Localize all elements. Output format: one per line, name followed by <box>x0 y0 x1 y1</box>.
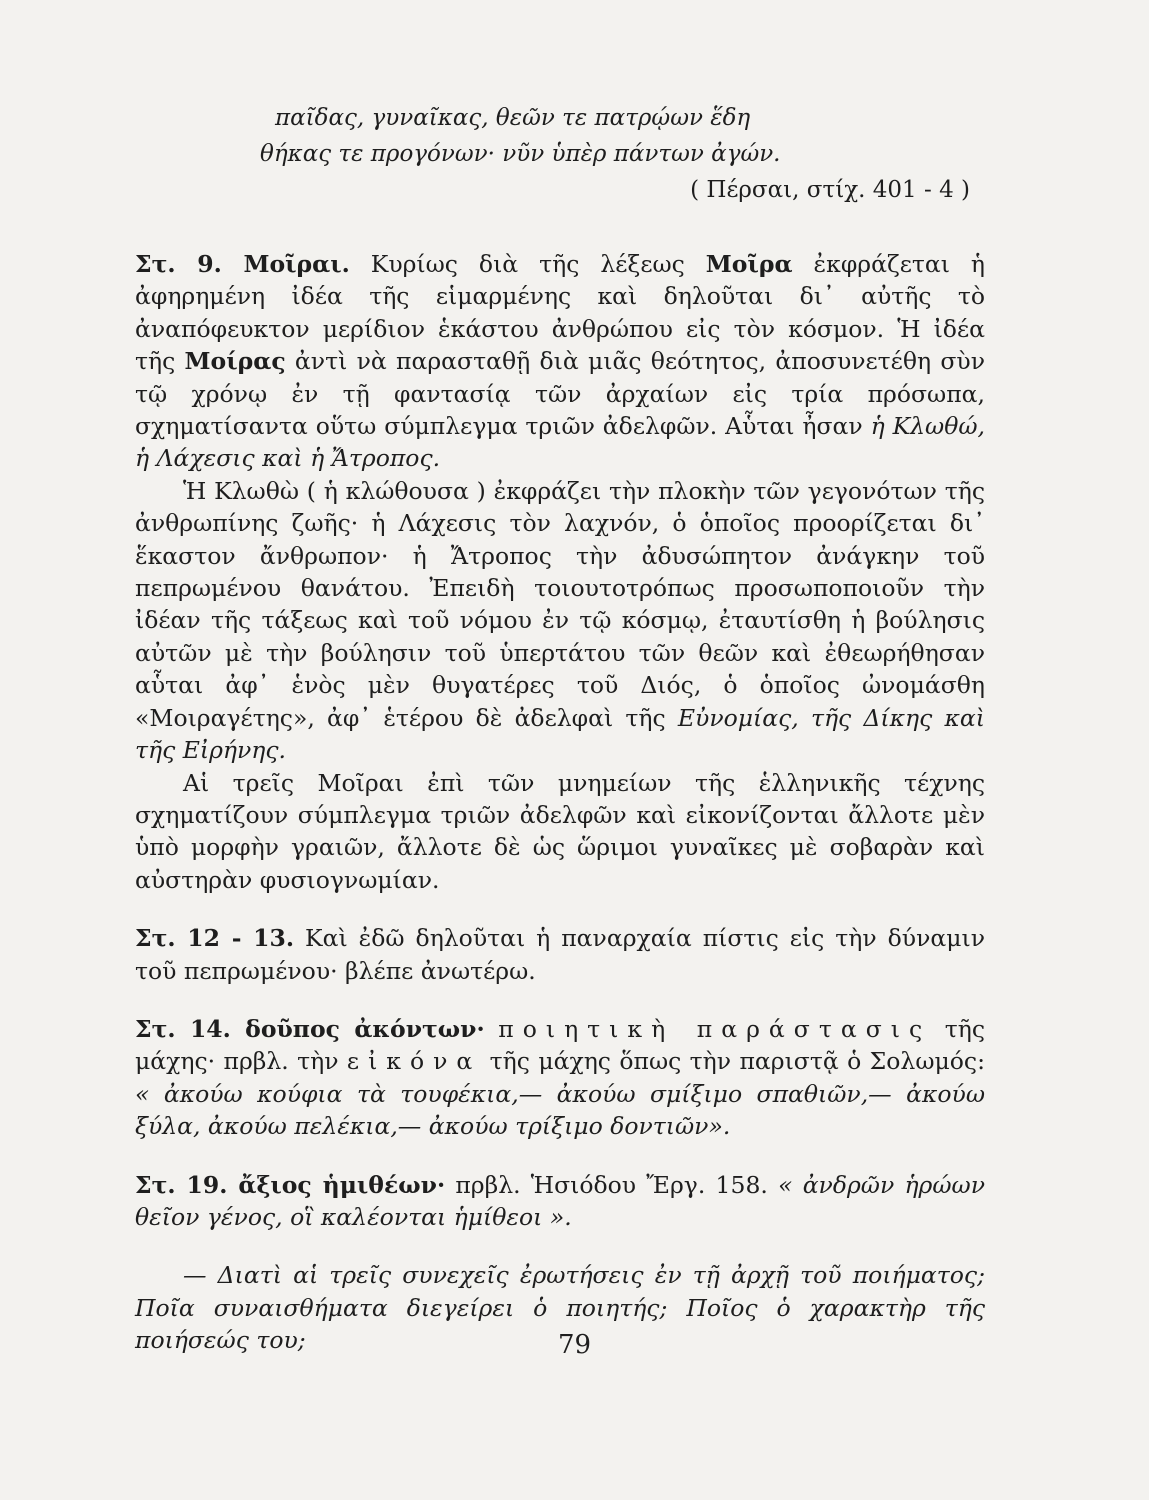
verse-reference: ( Πέρσαι, στίχ. 401 - 4 ) <box>690 177 970 203</box>
spaced-word: εἰκόνα <box>346 1047 482 1076</box>
hesiod-quote: « ἀνδρῶν ἡρώων θεῖον γένος, οἳ καλέονται ἡμίθεοι ». <box>135 1170 985 1231</box>
section-verse-12-13: Στ. 12 - 13. Καὶ ἐδῶ δηλοῦται ἡ παναρχαία πίστις εἰς τὴν δύναμιν τοῦ πεπρωμένου· βλέπε ἀνωτέρω. <box>135 924 986 985</box>
section-heading: Στ. 14. δοῦπος ἀκόντων· <box>135 1014 485 1043</box>
section-verse-9: Στ. 9. Μοῖραι. Κυρίως διὰ τῆς λέξεως Μοῖρα ἐκφράζεται ἡ ἀφηρημένη ἰδέα τῆς εἱμαρμένης καὶ δηλοῦται δι᾿ αὐτῆς τὸ ἀναπόφευκτον μερίδιον ἑκάστου ἀνθρώπου εἰς τὸν κόσμον. Ἡ ἰδέα τῆς Μοίρας ἀντὶ νὰ παρασταθῇ διὰ μιᾶς θεότητος, ἀποσυνετέθη σὺν τῷ χρόνῳ ἐν τῇ φαντασίᾳ τῶν ἀρχαίων εἰς τρία πρόσωπα, σχηματίσαντα οὕτω σύμπλεγμα τριῶν ἀδελφῶν. Αὗται ἦσαν ἡ Κλωθώ, ἡ Λάχεσις καὶ ἡ Ἄτροπος. <box>135 250 986 473</box>
spaced-phrase: ποιητικὴ παράστασις <box>498 1014 932 1043</box>
section-heading: Στ. 12 - 13. <box>135 924 295 953</box>
closing-questions: — Διατὶ αἱ τρεῖς συνεχεῖς ἐρωτήσεις ἐν τῇ ἀρχῇ τοῦ ποιήματος; Ποῖα συναισθήματα διεγείρει ὁ ποιητής; Ποῖος ὁ χαρακτὴρ τῆς ποιήσεώς του; <box>135 1261 985 1355</box>
section-verse-14: Στ. 14. δοῦπος ἀκόντων· ποιητικὴ παράστασις τῆς μάχης· πρβλ. τὴν εἰκόνα τῆς μάχης ὅπως τὴν παριστᾷ ὁ Σολωμός: « ἀκούω κούφια τὰ τουφέκια,— ἀκούω σμίξιμο σπαθιῶν,— ἀκούω ξύλα, ἀκούω πελέκια,— ἀκούω τρίξιμο δοντιῶν». <box>135 1014 985 1141</box>
verse-line-1: παῖδας, γυναῖκας, θεῶν τε πατρῴων ἕδη <box>275 105 751 131</box>
names-of-fates: ἡ Κλωθώ, ἡ Λάχεσις καὶ ἡ Ἄτροπος. <box>135 412 985 473</box>
page-body <box>135 100 985 1357</box>
paragraph-fates-roles: Ἡ Κλωθὼ ( ἡ κλώθουσα ) ἐκφράζει τὴν πλοκὴν τῶν γεγονότων τῆς ἀνθρωπίνης ζωῆς· ἡ Λάχεσις τὸν λαχνόν, ὁ ὁποῖος προορίζεται δι᾿ ἕκαστον ἄνθρωπον· ἡ Ἄτροπος τὴν ἀδυσώπητον ἀνάγκην τοῦ πεπρωμένου θανάτου. Ἐπειδὴ τοιουτοτρόπως προσωποποιοῦν τὴν ἰδέαν τῆς τάξεως καὶ τοῦ νόμου ἐν τῷ κόσμῳ, ἐταυτίσθη ἡ βούλησις αὐτῶν μὲ τὴν βούλησιν τοῦ ὑπερτάτου τῶν θεῶν καὶ ἐθεωρήθησαν αὗται ἀφ᾿ ἑνὸς μὲν θυγατέρες τοῦ Διός, ὁ ὁποῖος ὠνομάσθη «Μοιραγέτης», ἀφ᾿ ἑτέρου δὲ ἀδελφαὶ τῆς Εὐνομίας, τῆς Δίκης καὶ τῆς Εἰρήνης. <box>135 476 985 765</box>
section-heading: Στ. 19. ἄξιος ἡμιθέων· <box>135 1170 446 1199</box>
paragraph-fates-art: Αἱ τρεῖς Μοῖραι ἐπὶ τῶν μνημείων τῆς ἑλληνικῆς τέχνης σχηματίζουν σύμπλεγμα τριῶν ἀδελφῶν καὶ εἰκονίζονται ἄλλοτε μὲν ὑπὸ μορφὴν γραιῶν, ἄλλοτε δὲ ὡς ὥριμοι γυναῖκες μὲ σοβαρὰν καὶ αὐστηρὰν φυσιογνωμίαν. <box>135 768 985 894</box>
verse-line-2: θήκας τε προγόνων· νῦν ὑπὲρ πάντων ἀγών. <box>260 141 781 167</box>
keyword-moira: Μοῖρα <box>705 250 793 278</box>
keyword-moiras: Μοίρας <box>184 347 286 376</box>
verse-quote <box>135 100 985 172</box>
solomos-quote: « ἀκούω κούφια τὰ τουφέκια,— ἀκούω σμίξιμο σπαθιῶν,— ἀκούω ξύλα, ἀκούω πελέκια,— ἀκούω τρίξιμο δοντιῶν». <box>135 1079 985 1141</box>
section-verse-19: Στ. 19. ἄξιος ἡμιθέων· πρβλ. Ἡσιόδου Ἔργ. 158. « ἀνδρῶν ἡρώων θεῖον γένος, οἳ καλέονται ἡμίθεοι ». <box>135 1170 985 1231</box>
page-number: 79 <box>557 1330 592 1360</box>
section-heading: Στ. 9. Μοῖραι. <box>135 250 350 278</box>
italic-phrase: Εὐνομίας, τῆς Δίκης καὶ τῆς Εἰρήνης. <box>135 703 985 765</box>
